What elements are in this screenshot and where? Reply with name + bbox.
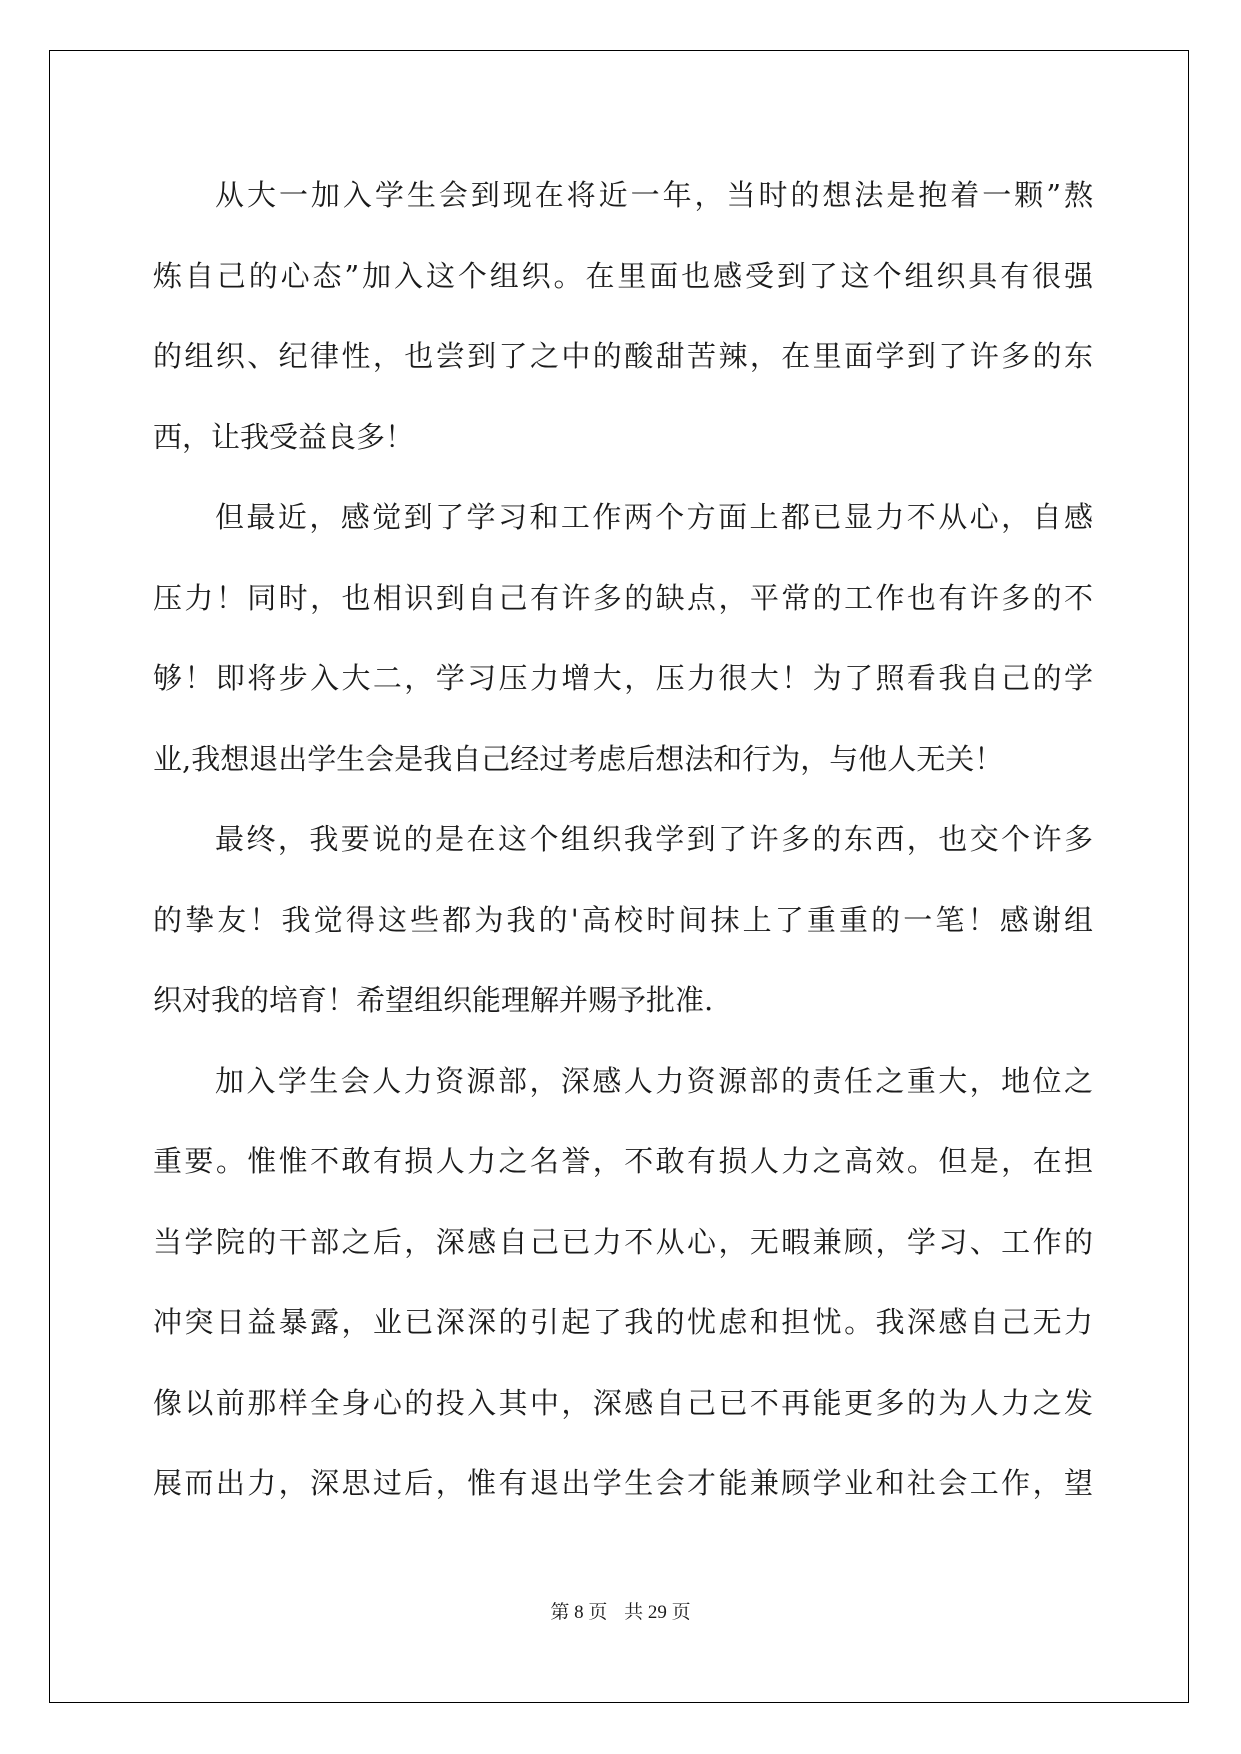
page-footer	[0, 1597, 1241, 1624]
text-line: 最终，我要说的是在这个组织我学到了许多的东西，也交个许多	[215, 822, 1093, 856]
text-line: 织对我的培育！希望组织能理解并赐予批准.	[153, 983, 714, 1017]
text-line: 的挚友！我觉得这些都为我的'高校时间抹上了重重的一笔！感谢组	[153, 902, 1093, 937]
text-line: 当学院的干部之后，深感自己已力不从心，无暇兼顾，学习、工作的	[153, 1224, 1093, 1259]
text-line: 从大一加入学生会到现在将近一年，当时的想法是抱着一颗”熬	[215, 178, 1093, 212]
text-line: 但最近，感觉到了学习和工作两个方面上都已显力不从心，自感	[215, 500, 1093, 534]
text-line: 像以前那样全身心的投入其中，深感自己已不再能更多的为人力之发	[153, 1385, 1093, 1420]
text-line: 炼自己的心态”加入这个组织。在里面也感受到了这个组织具有很强	[153, 258, 1093, 293]
document-body	[153, 155, 1093, 1524]
text-line: 加入学生会人力资源部，深感人力资源部的责任之重大，地位之	[215, 1063, 1093, 1098]
page-total: 共 29 页	[624, 1602, 691, 1623]
text-line: 展而出力，深思过后，惟有退出学生会才能兼顾学业和社会工作，望	[153, 1466, 1093, 1500]
text-line: 压力！同时，也相识到自己有许多的缺点，平常的工作也有许多的不	[153, 580, 1093, 615]
text-line: 西，让我受益良多！	[153, 419, 415, 454]
text-line: 冲突日益暴露，业已深深的引起了我的忧虑和担忧。我深感自己无力	[153, 1305, 1093, 1339]
page-number: 第 8 页	[550, 1602, 608, 1623]
text-line: 业,我想退出学生会是我自己经过考虑后想法和行为，与他人无关！	[153, 741, 1004, 776]
text-line: 重要。惟惟不敢有损人力之名誉，不敢有损人力之高效。但是，在担	[153, 1144, 1093, 1178]
text-line: 够！即将步入大二，学习压力增大，压力很大！为了照看我自己的学	[153, 661, 1093, 695]
text-line: 的组织、纪律性，也尝到了之中的酸甜苦辣，在里面学到了许多的东	[153, 339, 1093, 373]
